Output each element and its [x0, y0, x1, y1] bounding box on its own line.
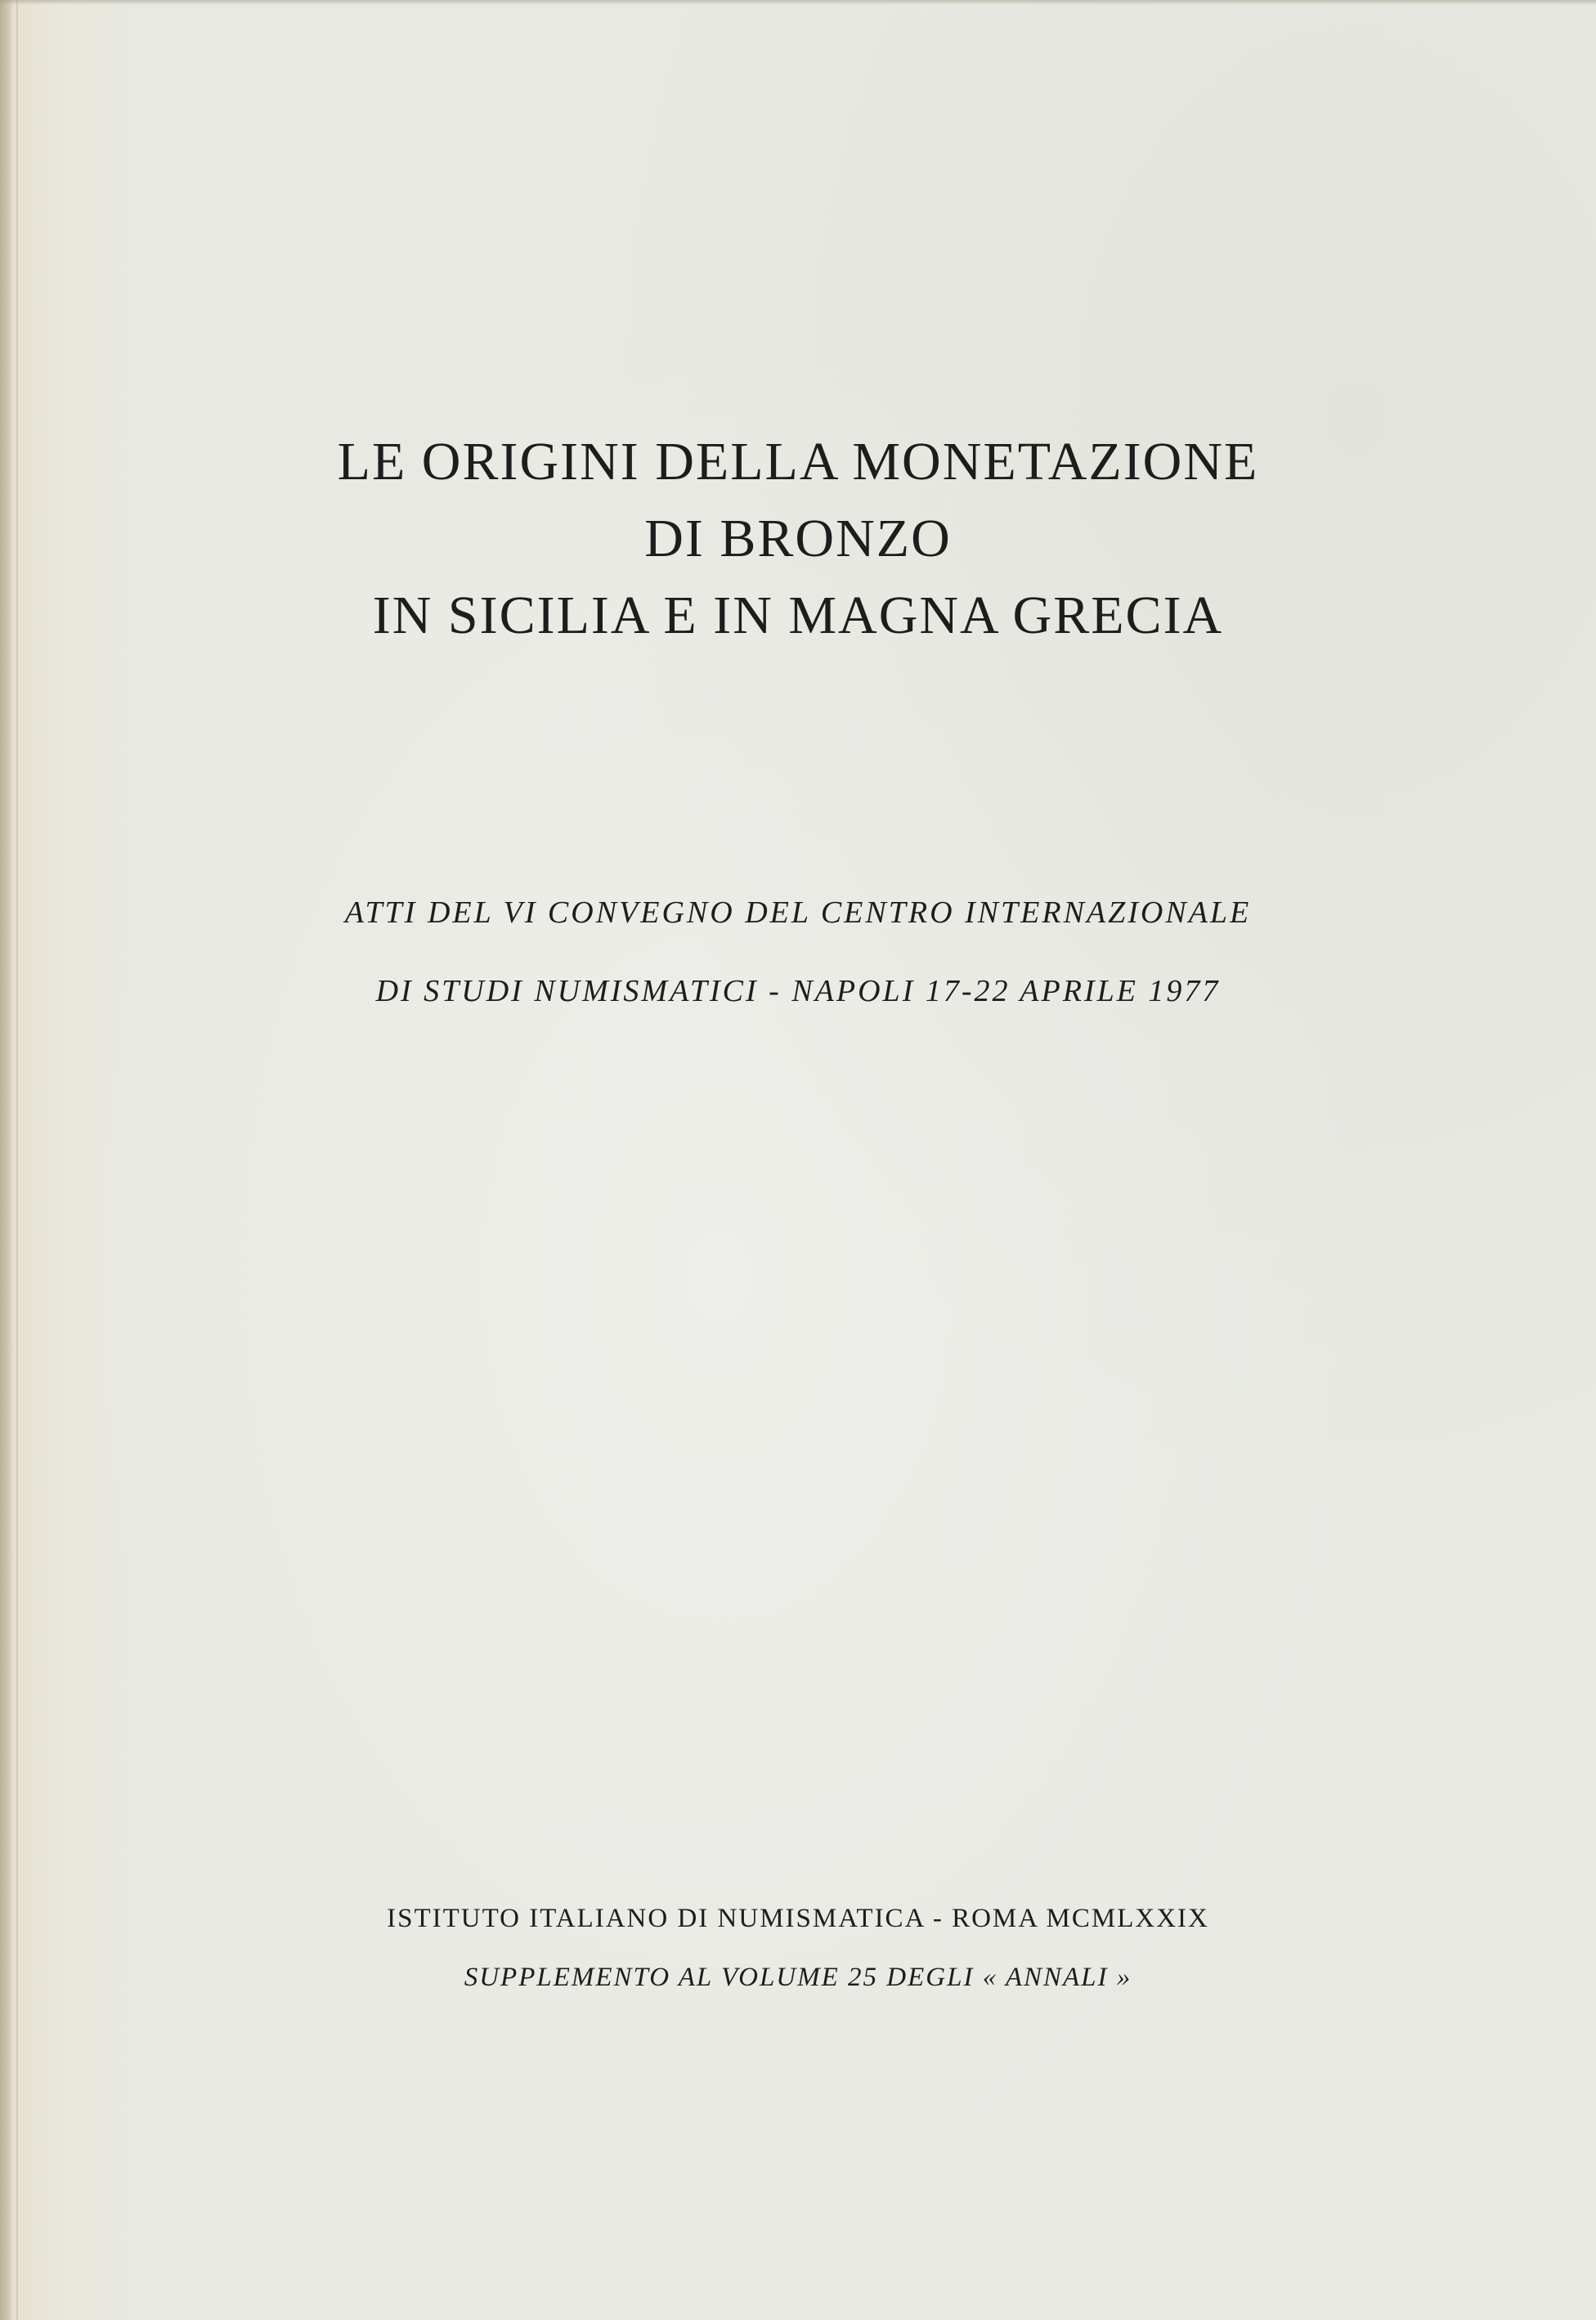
title-line-1: LE ORIGINI DELLA MONETAZIONE — [337, 432, 1259, 491]
title-line-2: DI BRONZO — [644, 509, 952, 568]
publisher-line-1: ISTITUTO ITALIANO DI NUMISMATICA - ROMA MCMLXXIX — [387, 1904, 1209, 1933]
publisher-imprint — [0, 1889, 1596, 2007]
cover-title — [0, 424, 1596, 654]
cover-subtitle — [0, 873, 1596, 1030]
subtitle-line-1: ATTI DEL VI CONVEGNO DEL CENTRO INTERNAZIONALE — [344, 895, 1252, 930]
top-edge-shadow — [0, 0, 1596, 5]
subtitle-line-2: DI STUDI NUMISMATICI - NAPOLI 17-22 APRILE 1977 — [375, 974, 1221, 1008]
title-line-3: IN SICILIA E IN MAGNA GRECIA — [372, 586, 1224, 645]
publisher-line-2: SUPPLEMENTO AL VOLUME 25 DEGLI « ANNALI » — [464, 1963, 1132, 1992]
